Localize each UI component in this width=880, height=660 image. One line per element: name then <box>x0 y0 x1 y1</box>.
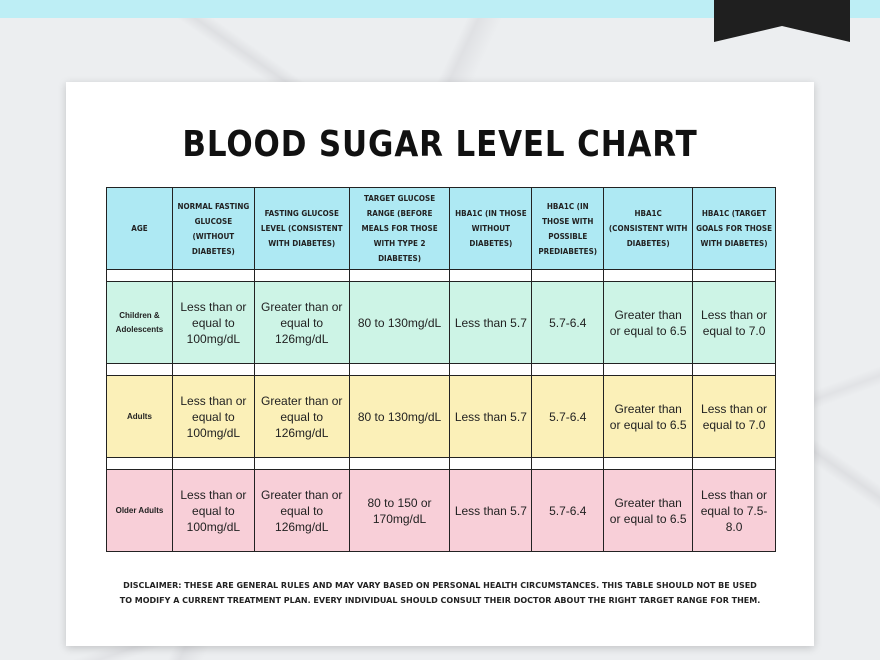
header-target-range: TARGET GLUCOSE RANGE (BEFORE MEALS FOR THOSE WITH TYPE 2 DIABETES) <box>349 188 450 270</box>
header-age: AGE <box>107 188 173 270</box>
table-cell: Greater than or equal to 6.5 <box>604 470 693 552</box>
table-cell: 80 to 130mg/dL <box>349 282 450 364</box>
table-cell: Greater than or equal to 126mg/dL <box>254 376 349 458</box>
age-cell: Adults <box>107 376 173 458</box>
disclaimer-text: DISCLAIMER: THESE ARE GENERAL RULES AND MAY VARY BASED ON PERSONAL HEALTH CIRCUMSTANCES. THIS TABLE SHOULD NOT BE USED TO MODIFY A CURRENT TREATMENT PLAN. EVERY INDIVIDUAL SHOULD CONSULT THEIR DOCTOR ABOUT THE RIGHT TARGET RANGE FOR THEM. <box>119 581 761 605</box>
header-hba1c-without: HBA1C (IN THOSE WITHOUT DIABETES) <box>450 188 532 270</box>
table-cell: Greater than or equal to 126mg/dL <box>254 470 349 552</box>
table-cell: Less than 5.7 <box>450 470 532 552</box>
table-cell: Less than 5.7 <box>450 282 532 364</box>
header-hba1c-target: HBA1C (TARGET GOALS FOR THOSE WITH DIABETES) <box>693 188 776 270</box>
header-hba1c-diabetes: HBA1C (CONSISTENT WITH DIABETES) <box>604 188 693 270</box>
chart-sheet <box>66 82 814 646</box>
age-cell: Children & Adolescents <box>107 282 173 364</box>
page-title: BLOOD SUGAR LEVEL CHART <box>182 124 698 165</box>
table-cell: 5.7-6.4 <box>532 282 604 364</box>
table-cell: Less than or equal to 100mg/dL <box>172 376 254 458</box>
table-cell: Less than or equal to 7.0 <box>693 376 776 458</box>
table-cell: Less than or equal to 100mg/dL <box>172 282 254 364</box>
header-normal-fasting: NORMAL FASTING GLUCOSE (WITHOUT DIABETES) <box>172 188 254 270</box>
table-cell: Greater than or equal to 126mg/dL <box>254 282 349 364</box>
age-cell: Older Adults <box>107 470 173 552</box>
table-cell: Less than or equal to 7.0 <box>693 282 776 364</box>
table-cell: 80 to 150 or 170mg/dL <box>349 470 450 552</box>
spacer-row <box>107 364 776 376</box>
spacer-row <box>107 270 776 282</box>
table-cell: Less than or equal to 100mg/dL <box>172 470 254 552</box>
table-row-children <box>107 282 776 364</box>
header-hba1c-prediabetes: HBA1C (IN THOSE WITH POSSIBLE PREDIABETES) <box>532 188 604 270</box>
table-cell: Greater than or equal to 6.5 <box>604 376 693 458</box>
header-fasting-diabetes: FASTING GLUCOSE LEVEL (CONSISTENT WITH DIABETES) <box>254 188 349 270</box>
spacer-row <box>107 458 776 470</box>
table-row-adults <box>107 376 776 458</box>
blood-sugar-table <box>106 187 776 552</box>
table-cell: 80 to 130mg/dL <box>349 376 450 458</box>
table-cell: 5.7-6.4 <box>532 376 604 458</box>
table-cell: 5.7-6.4 <box>532 470 604 552</box>
table-header-row <box>107 188 776 270</box>
table-row-older-adults <box>107 470 776 552</box>
table-cell: Greater than or equal to 6.5 <box>604 282 693 364</box>
table-cell: Less than 5.7 <box>450 376 532 458</box>
table-cell: Less than or equal to 7.5-8.0 <box>693 470 776 552</box>
